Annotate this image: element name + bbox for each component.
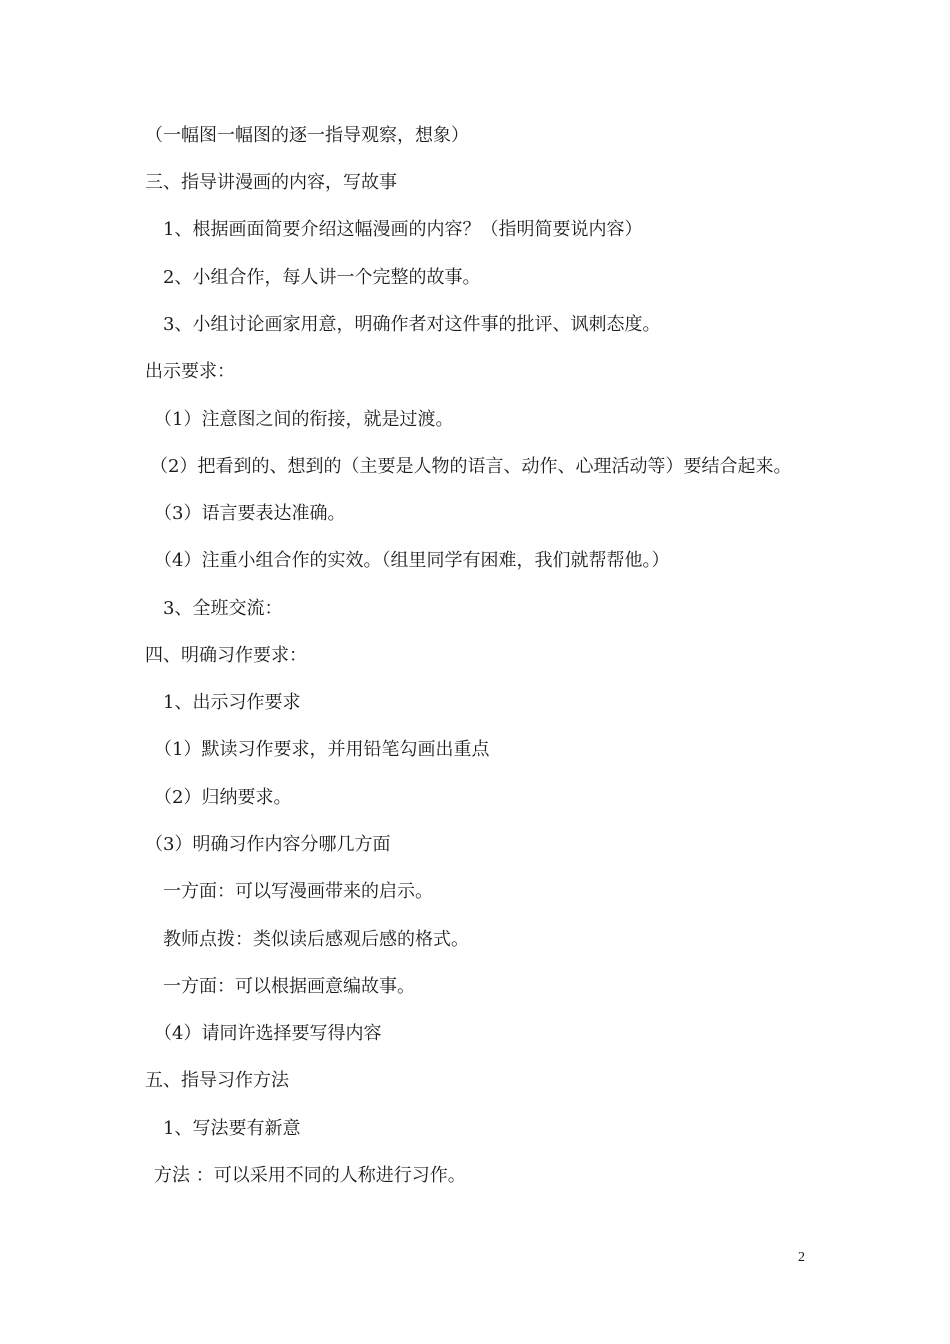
text-line: （1）默读习作要求，并用铅笔勾画出重点 bbox=[154, 739, 490, 760]
text-line: （3）语言要表达准确。 bbox=[154, 503, 346, 524]
text-line: 出示要求： bbox=[145, 361, 235, 382]
text-line: 1、写法要有新意 bbox=[163, 1118, 301, 1139]
text-line: （3）明确习作内容分哪几方面 bbox=[145, 834, 391, 855]
text-line: 教师点拨：类似读后感观后感的格式。 bbox=[163, 929, 469, 950]
text-line: 一方面：可以写漫画带来的启示。 bbox=[163, 881, 433, 902]
text-line: 1、出示习作要求 bbox=[163, 692, 301, 713]
text-line: （2）归纳要求。 bbox=[154, 787, 292, 808]
text-line: 2、小组合作，每人讲一个完整的故事。 bbox=[163, 267, 481, 288]
section-heading: 三、指导讲漫画的内容，写故事 bbox=[145, 172, 397, 193]
section-heading: 五、指导习作方法 bbox=[145, 1070, 289, 1091]
text-line: 一方面：可以根据画意编故事。 bbox=[163, 976, 415, 997]
text-line: （2）把看到的、想到的（主要是人物的语言、动作、心理活动等）要结合起来。 bbox=[150, 456, 792, 477]
text-line: （4）注重小组合作的实效。（组里同学有困难，我们就帮帮他。） bbox=[154, 550, 670, 571]
text-line: （一幅图一幅图的逐一指导观察，想象） bbox=[145, 125, 469, 146]
section-heading: 四、明确习作要求： bbox=[145, 645, 307, 666]
text-line: 3、全班交流： bbox=[163, 598, 283, 619]
text-line: 1、根据画面简要介绍这幅漫画的内容？（指明简要说内容） bbox=[163, 219, 643, 240]
text-line: （4）请同许选择要写得内容 bbox=[154, 1023, 382, 1044]
page-number: 2 bbox=[798, 1250, 805, 1265]
text-line: 3、小组讨论画家用意，明确作者对这件事的批评、讽刺态度。 bbox=[163, 314, 661, 335]
text-line: 方法 ：可以采用不同的人称进行习作。 bbox=[154, 1165, 466, 1186]
text-line: （1）注意图之间的衔接，就是过渡。 bbox=[154, 409, 454, 430]
